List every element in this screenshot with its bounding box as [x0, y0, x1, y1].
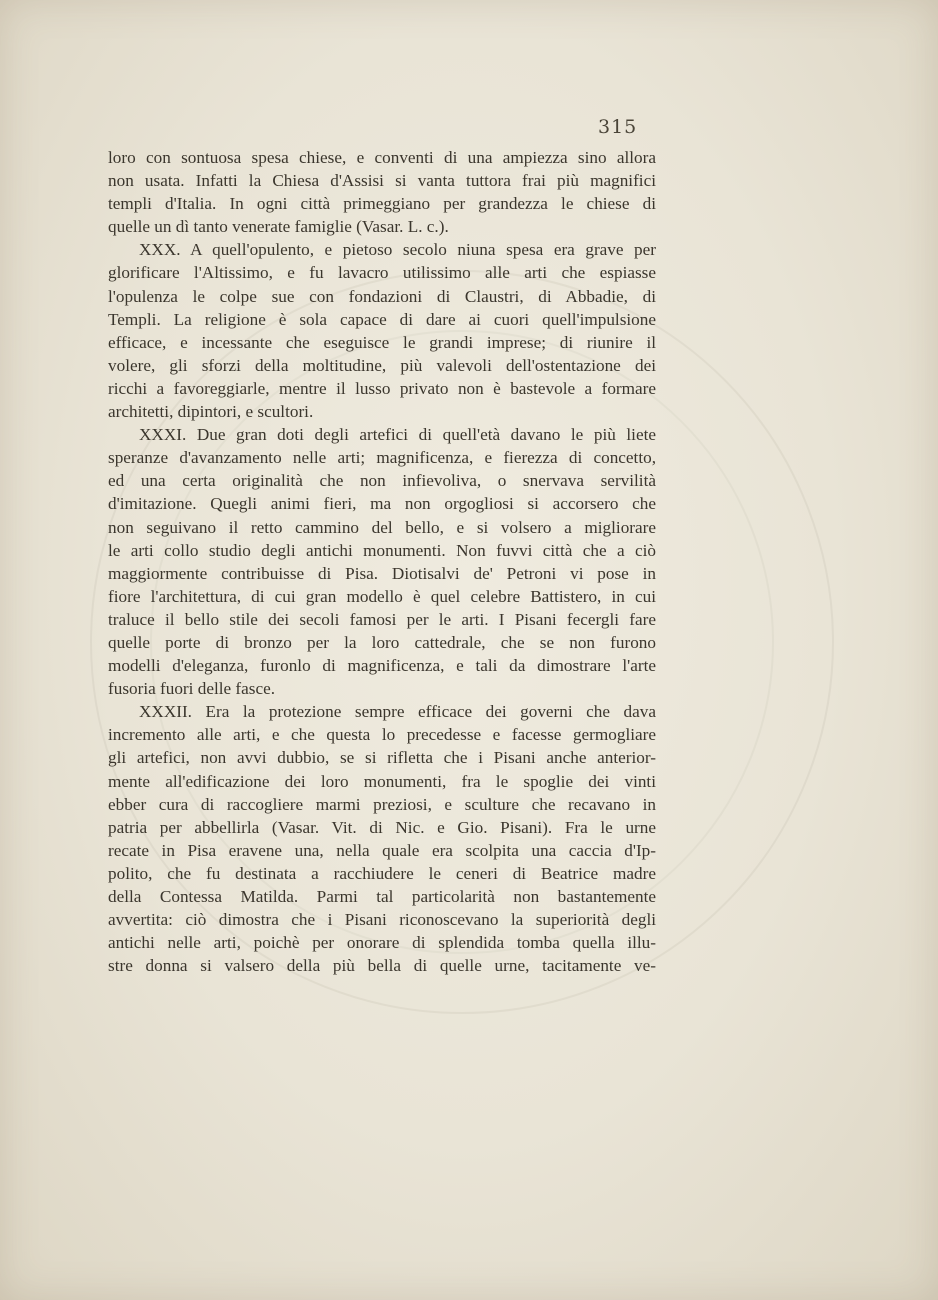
text-line: incremento alle arti, e che questa lo precedesse e facesse germogliare: [108, 725, 656, 745]
text-line: efficace, e incessante che eseguisce le grandi imprese; di riunire il: [108, 332, 656, 352]
text-line: della Contessa Matilda. Parmi tal particolarità non bastantemente: [108, 887, 656, 906]
text-line: d'imitazione. Quegli animi fieri, ma non orgogliosi si accorsero che: [108, 494, 656, 514]
text-line: XXXII. Era la protezione sempre efficace dei governi che dava: [139, 702, 656, 722]
paragraph: [108, 146, 656, 238]
text-line: maggiormente contribuisse di Pisa. Diotisalvi de' Petroni vi pose in: [108, 563, 656, 583]
paragraph: [108, 238, 656, 423]
text-line: non usata. Infatti la Chiesa d'Assisi si vanta tuttora frai più magnifici: [108, 171, 656, 191]
text-line: XXXI. Due gran doti degli artefici di quell'età davano le più liete: [139, 425, 656, 445]
text-line: avvertita: ciò dimostra che i Pisani riconoscevano la superiorità degli: [108, 910, 656, 930]
text-line: volere, gli sforzi della moltitudine, più valevoli dell'ostentazione dei: [108, 355, 656, 375]
text-line: le arti collo studio degli antichi monumenti. Non fuvvi città che a ciò: [108, 540, 656, 560]
text-line: mente all'edificazione dei loro monumenti, fra le spoglie dei vinti: [108, 771, 656, 791]
text-line: polito, che fu destinata a racchiudere le ceneri di Beatrice madre: [108, 863, 656, 883]
paragraph: [108, 700, 656, 977]
text-line: traluce il bello stile dei secoli famosi per le arti. I Pisani fecergli fare: [108, 609, 656, 629]
text-line: fusoria fuori delle fasce.: [108, 679, 276, 699]
text-line: XXX. A quell'opulento, e pietoso secolo niuna spesa era grave per: [139, 240, 656, 260]
text-line: patria per abbellirla (Vasar. Vit. di Nic. e Gio. Pisani). Fra le urne: [108, 817, 656, 837]
paragraph: [108, 423, 656, 700]
body-text: [108, 146, 656, 977]
text-line: antichi nelle arti, poichè per onorare di splendida tomba quella illu-: [108, 933, 656, 953]
text-line: loro con sontuosa spesa chiese, e conventi di una ampiezza sino allora: [108, 148, 656, 167]
text-line: Templi. La religione è sola capace di dare ai cuori quell'impulsione: [108, 309, 656, 329]
text-line: templi d'Italia. In ogni città primeggiano per grandezza le chiese di: [108, 194, 656, 214]
text-line: gli artefici, non avvi dubbio, se si rifletta che i Pisani anche anterior-: [108, 748, 656, 768]
text-line: ebber cura di raccogliere marmi preziosi, e sculture che recavano in: [108, 794, 656, 814]
text-line: architetti, dipintori, e scultori.: [108, 402, 314, 422]
text-line: non seguivano il retto cammino del bello, e si volsero a migliorare: [108, 517, 656, 537]
text-line: speranze d'avanzamento nelle arti; magnificenza, e fierezza di concetto,: [108, 448, 656, 468]
text-line: ed una certa originalità che non infievoliva, o snervava servilità: [108, 471, 656, 491]
text-line: l'opulenza le colpe sue con fondazioni di Claustri, di Abbadie, di: [108, 286, 656, 306]
text-line: modelli d'eleganza, furonlo di magnificenza, e tali da dimostrare l'arte: [108, 656, 656, 676]
text-line: fiore l'architettura, di cui gran modello è quel celebre Battistero, in cui: [108, 586, 656, 606]
text-line: recate in Pisa eravene una, nella quale era scolpita una caccia d'Ip-: [108, 840, 656, 860]
text-line: ricchi a favoreggiarle, mentre il lusso privato non è bastevole a formare: [108, 378, 656, 398]
page-number: 315: [598, 116, 638, 138]
text-line: glorificare l'Altissimo, e fu lavacro utilissimo alle arti che espiasse: [108, 263, 656, 283]
text-line: stre donna si valsero della più bella di quelle urne, tacitamente ve-: [108, 956, 656, 976]
text-line: quelle porte di bronzo per la loro cattedrale, che se non furono: [108, 632, 656, 652]
text-line: quelle un dì tanto venerate famiglie (Vasar. L. c.).: [108, 217, 449, 237]
